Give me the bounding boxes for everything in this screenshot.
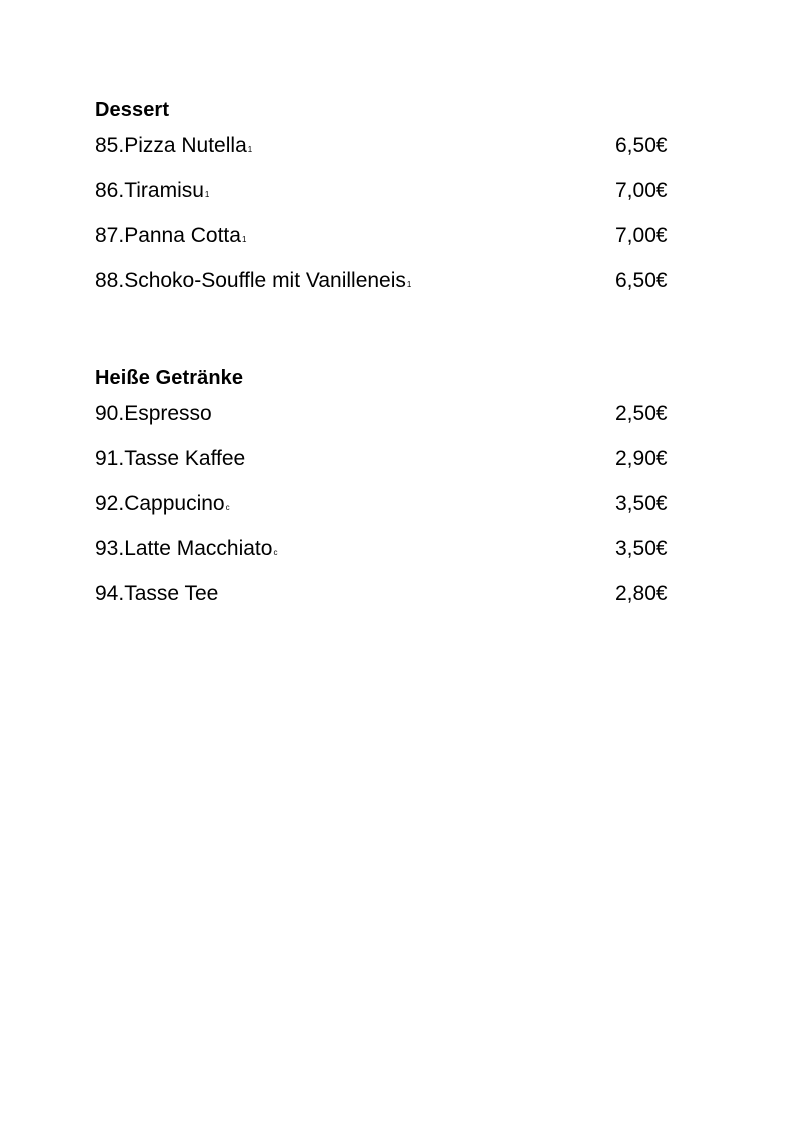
menu-item: [95, 267, 675, 312]
item-price: 7,00€: [615, 224, 668, 247]
item-note: 1: [204, 190, 210, 199]
item-name-wrapper: [95, 177, 209, 209]
item-name-wrapper: [95, 132, 252, 164]
item-name: 86.Tiramisu: [95, 179, 204, 202]
item-note: 1: [241, 235, 247, 244]
item-name: 88.Schoko-Souffle mit Vanilleneis: [95, 269, 406, 292]
item-note: 1: [247, 145, 253, 154]
item-price: 6,50€: [615, 134, 668, 157]
section-hot-drinks: [95, 364, 675, 625]
item-note: c: [225, 503, 230, 512]
menu-item: [95, 490, 675, 535]
item-name: 91.Tasse Kaffee: [95, 447, 246, 470]
menu-item: [95, 445, 675, 490]
item-name: 93.Latte Macchiato: [95, 537, 273, 560]
item-price: 2,80€: [615, 582, 668, 605]
item-name-wrapper: [95, 535, 277, 567]
item-name: 90.Espresso: [95, 402, 212, 425]
item-name-wrapper: [95, 222, 246, 254]
item-note: 1: [406, 280, 412, 289]
item-name-wrapper: [95, 490, 230, 522]
item-name-wrapper: [95, 267, 411, 299]
item-name-wrapper: [95, 445, 246, 477]
menu-item: [95, 400, 675, 445]
menu-item: [95, 222, 675, 267]
item-name: 92.Cappucino: [95, 492, 225, 515]
menu-item: [95, 177, 675, 222]
item-name: 85.Pizza Nutella: [95, 134, 247, 157]
item-name: 94.Tasse Tee: [95, 582, 219, 605]
item-name: 87.Panna Cotta: [95, 224, 241, 247]
menu-item: [95, 580, 675, 625]
item-price: 6,50€: [615, 269, 668, 292]
item-price: 3,50€: [615, 492, 668, 515]
item-price: 2,90€: [615, 447, 668, 470]
item-price: 7,00€: [615, 179, 668, 202]
item-note: c: [273, 548, 278, 557]
item-price: 2,50€: [615, 402, 668, 425]
section-title: Dessert: [95, 99, 170, 121]
item-price: 3,50€: [615, 537, 668, 560]
menu-item: [95, 132, 675, 177]
section-title: Heiße Getränke: [95, 367, 244, 389]
item-name-wrapper: [95, 580, 219, 612]
item-name-wrapper: [95, 400, 213, 432]
menu-item: [95, 535, 675, 580]
section-dessert: [95, 96, 675, 312]
